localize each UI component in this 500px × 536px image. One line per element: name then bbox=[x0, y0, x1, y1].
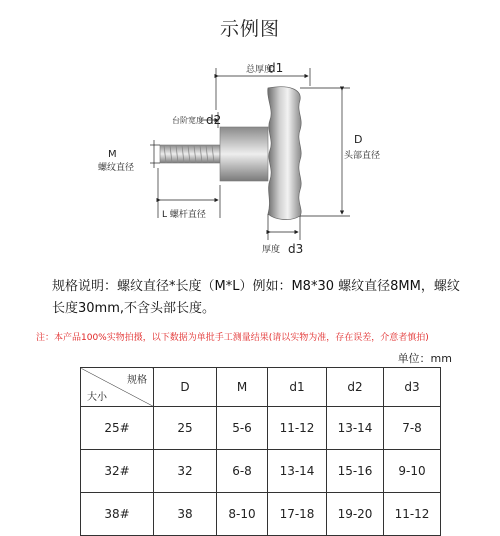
spec-line-2: 长度30mm,不含头部长度。 bbox=[52, 301, 216, 316]
dim-M bbox=[98, 140, 160, 173]
cell-d1: 17-18 bbox=[268, 493, 327, 536]
cell-d3: 7-8 bbox=[384, 407, 441, 450]
cell-d3: 11-12 bbox=[384, 493, 441, 536]
threaded-rod bbox=[160, 145, 220, 163]
cell-D: 25 bbox=[154, 407, 217, 450]
label-L-rod: L 螺杆直径 bbox=[162, 210, 206, 220]
label-total-thickness: 总厚度 bbox=[246, 65, 274, 75]
step-collar bbox=[220, 127, 268, 181]
cell-D: 32 bbox=[154, 450, 217, 493]
col-header-d3: d3 bbox=[384, 368, 441, 407]
row-size: 38# bbox=[81, 493, 154, 536]
cell-d2: 15-16 bbox=[327, 450, 384, 493]
unit-label: 单位：mm bbox=[397, 352, 452, 365]
label-d3: d3 bbox=[288, 242, 304, 256]
cell-D: 38 bbox=[154, 493, 217, 536]
table-row bbox=[81, 407, 441, 450]
label-M: M bbox=[108, 149, 117, 160]
label-D: D bbox=[354, 133, 363, 146]
cell-M: 6-8 bbox=[217, 450, 268, 493]
cell-d1: 11-12 bbox=[268, 407, 327, 450]
page-title: 示例图 bbox=[219, 18, 280, 40]
spec-line-1: 规格说明：螺纹直径*长度（M*L）例如：M8*30 螺纹直径8MM，螺纹 bbox=[52, 279, 460, 294]
label-d2: d2 bbox=[206, 113, 222, 127]
dim-d3 bbox=[262, 214, 303, 256]
cell-d1: 13-14 bbox=[268, 450, 327, 493]
label-thread-diameter: 螺纹直径 bbox=[98, 163, 135, 173]
cell-M: 5-6 bbox=[217, 407, 268, 450]
col-header-M: M bbox=[217, 368, 268, 407]
corner-label-spec: 规格 bbox=[127, 375, 147, 386]
table-row bbox=[81, 493, 441, 536]
spec-description bbox=[52, 276, 462, 320]
dimension-diagram bbox=[0, 52, 500, 267]
col-header-d1: d1 bbox=[268, 368, 327, 407]
col-header-D: D bbox=[154, 368, 217, 407]
col-header-d2: d2 bbox=[327, 368, 384, 407]
row-size: 25# bbox=[81, 407, 154, 450]
knob-head bbox=[268, 87, 301, 220]
cell-d2: 19-20 bbox=[327, 493, 384, 536]
label-step-width: 台阶宽度 bbox=[172, 116, 204, 125]
label-thickness: 厚度 bbox=[262, 245, 281, 255]
table-row bbox=[81, 450, 441, 493]
corner-label-size: 大小 bbox=[87, 392, 107, 403]
cell-M: 8-10 bbox=[217, 493, 268, 536]
dim-D bbox=[300, 88, 380, 216]
disclaimer-note: 注：本产品100%实物拍摄，以下数据为单批手工测量结果(请以实物为准，存在误差，介意者慎拍) bbox=[36, 333, 429, 343]
table-header-row bbox=[81, 368, 441, 407]
row-size: 32# bbox=[81, 450, 154, 493]
dim-d2 bbox=[172, 112, 221, 128]
table-corner-cell bbox=[81, 368, 154, 407]
cell-d3: 9-10 bbox=[384, 450, 441, 493]
label-d1: d1 bbox=[268, 61, 284, 75]
label-head-diameter: 头部直径 bbox=[344, 151, 381, 161]
size-table bbox=[80, 367, 441, 536]
dim-L bbox=[158, 168, 220, 220]
cell-d2: 13-14 bbox=[327, 407, 384, 450]
